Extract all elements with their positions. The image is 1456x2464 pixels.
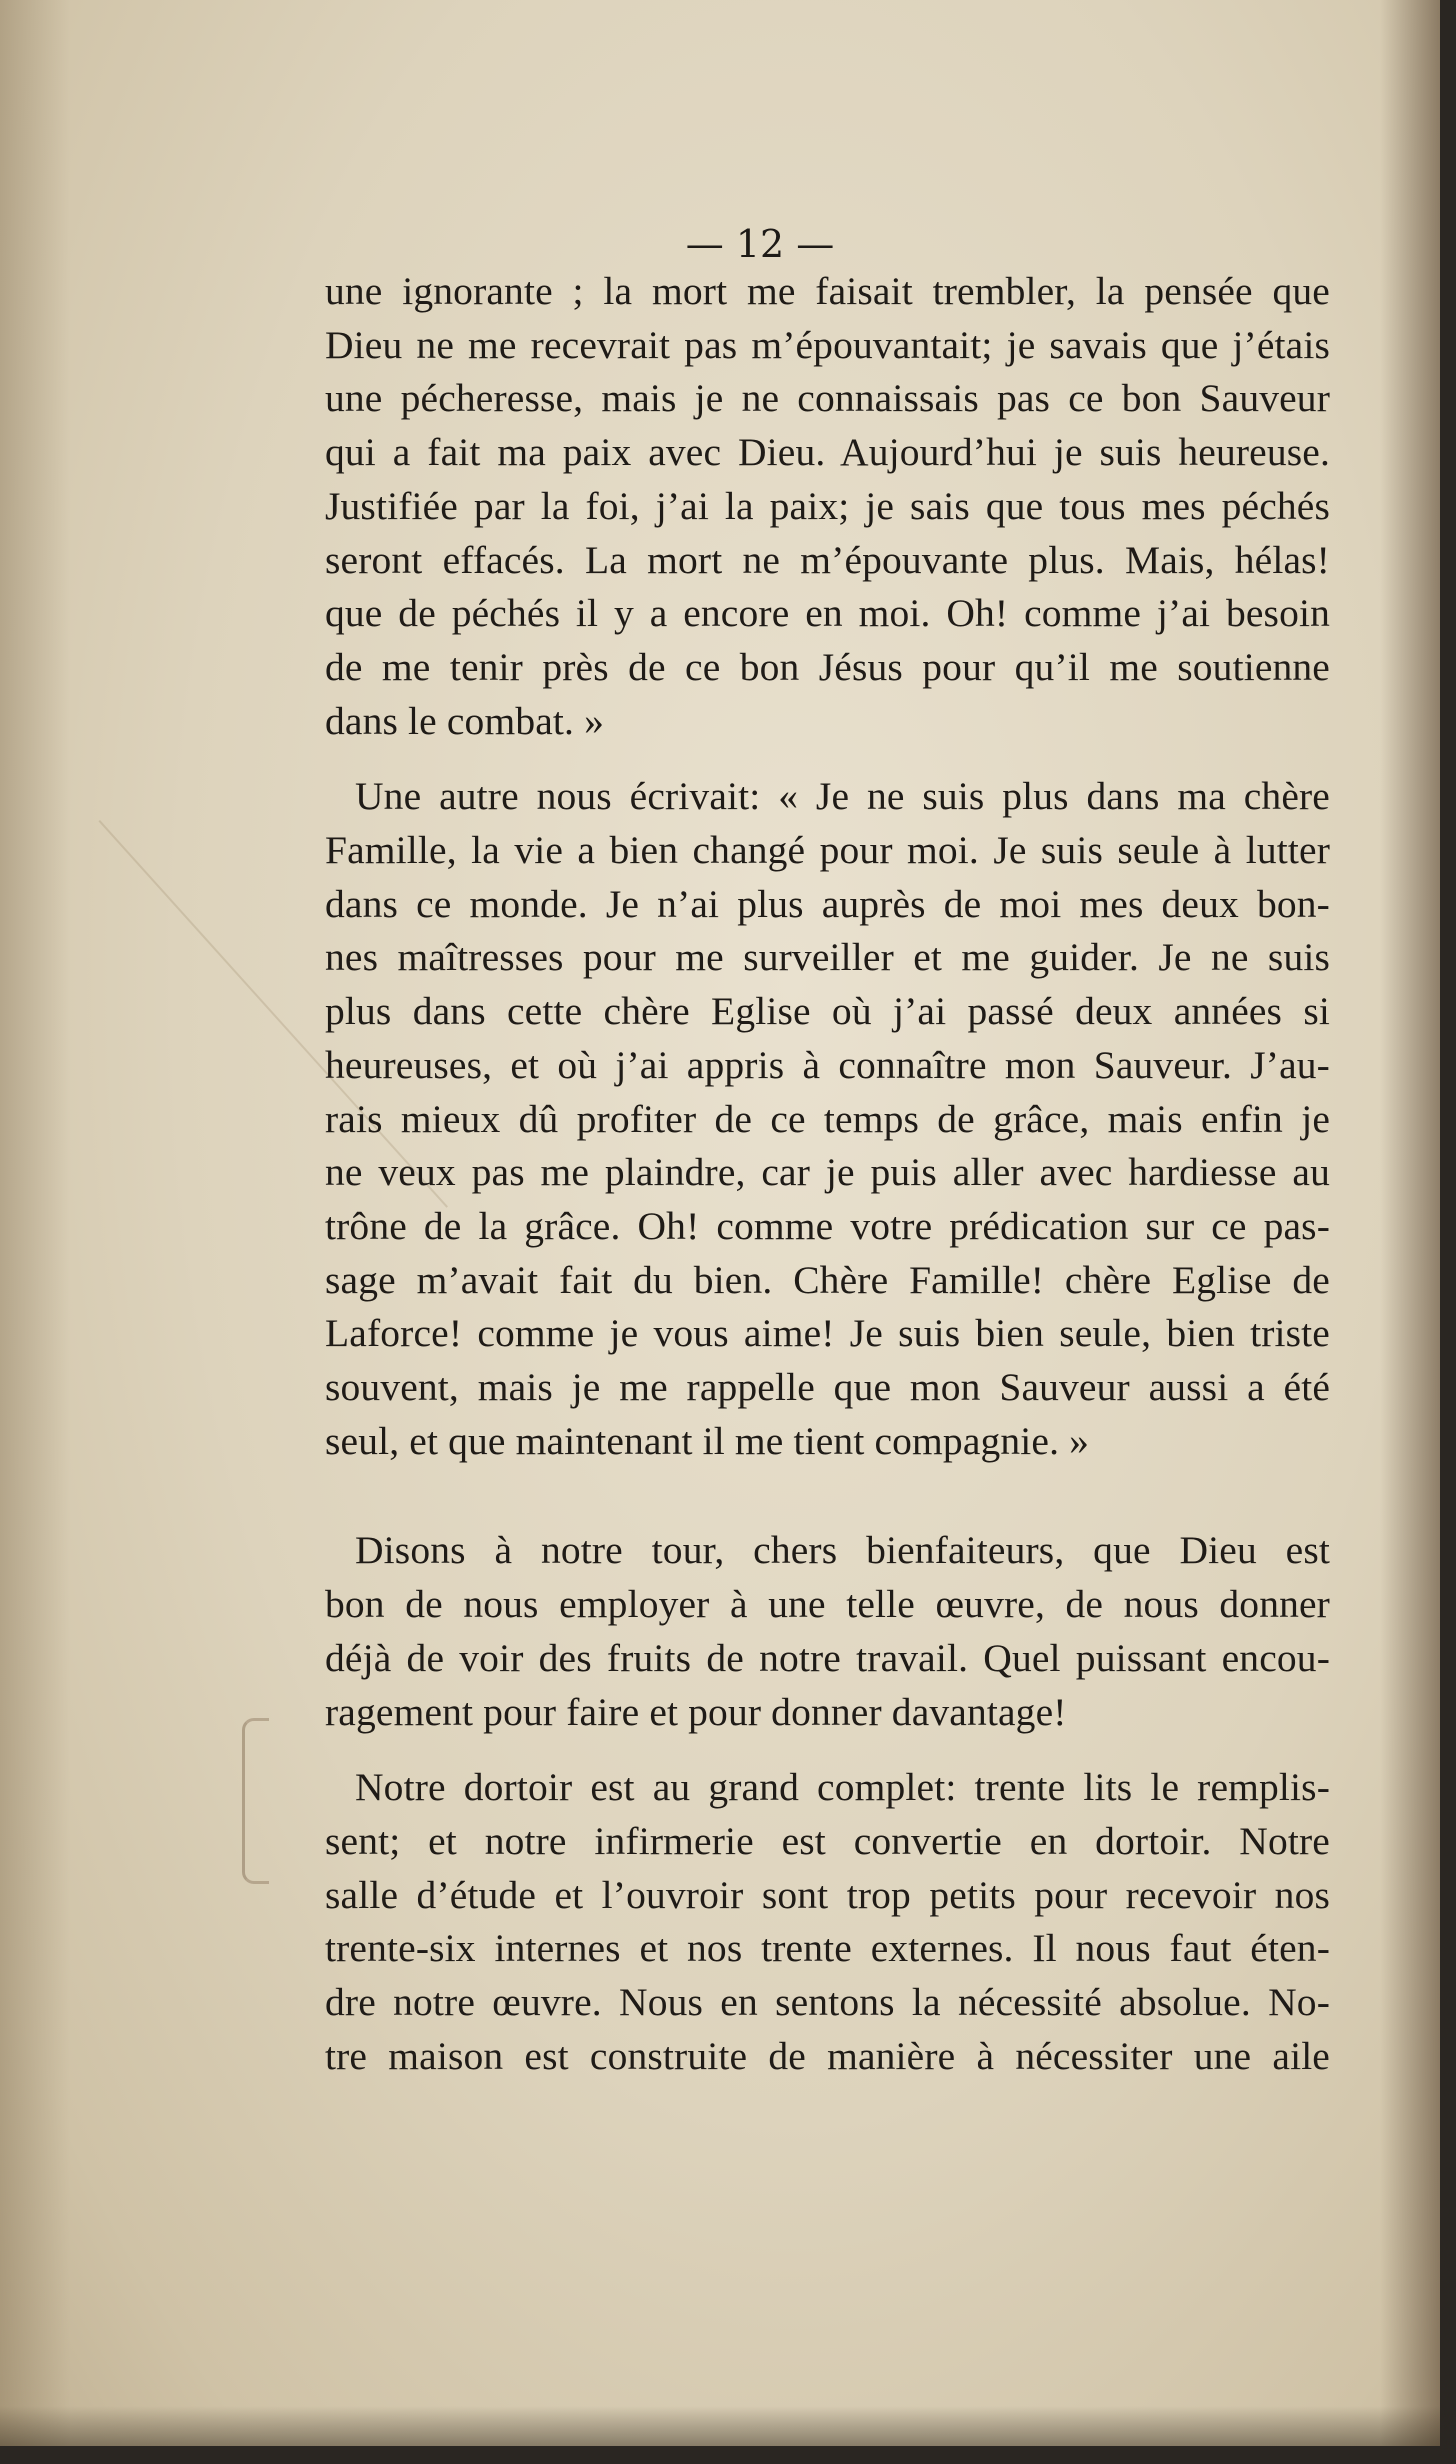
paragraph-1 [325, 265, 1330, 748]
text-line: Famille, la vie a bien changé pour moi. Je suis seule à lutter [325, 828, 1330, 873]
page-edge-right [1380, 0, 1440, 2446]
spine-shadow [0, 0, 70, 2446]
text-line: ne veux pas me plaindre, car je puis aller avec hardiesse au [325, 1150, 1330, 1195]
paragraph-2 [325, 770, 1330, 1468]
text-line: plus dans cette chère Eglise où j’ai passé deux années si [325, 989, 1330, 1034]
text-line: trône de la grâce. Oh! comme votre prédication sur ce pas- [325, 1203, 1330, 1248]
text-line: seul, et que maintenant il me tient compagnie. » [325, 1418, 1090, 1463]
margin-pencil-bracket [242, 1718, 269, 1884]
text-line: de me tenir près de ce bon Jésus pour qu’il me soutienne [325, 644, 1330, 689]
text-line: rais mieux dû profiter de ce temps de grâce, mais enfin je [325, 1096, 1330, 1141]
text-line: sent; et notre infirmerie est convertie en dortoir. Notre [325, 1818, 1330, 1863]
body-text [325, 265, 1330, 2084]
page-number [0, 222, 1440, 266]
text-line: Disons à notre tour, chers bienfaiteurs, que Dieu est [355, 1528, 1330, 1573]
text-line: dre notre œuvre. Nous en sentons la nécessité absolue. No- [325, 1980, 1330, 2025]
text-line: bon de nous employer à une telle œuvre, de nous donner [325, 1582, 1330, 1627]
text-line: dans le combat. » [325, 698, 604, 743]
text-line: Justifiée par la foi, j’ai la paix; je sais que tous mes péchés [325, 483, 1330, 528]
page-edge-bottom [0, 2406, 1440, 2446]
text-line: Dieu ne me recevrait pas m’épouvantait; je savais que j’étais [325, 322, 1330, 367]
text-line: tre maison est construite de manière à nécessiter une aile [325, 2033, 1330, 2078]
text-line: déjà de voir des fruits de notre travail. Quel puissant encou- [325, 1635, 1330, 1680]
text-line: salle d’étude et l’ouvroir sont trop petits pour recevoir nos [325, 1872, 1330, 1917]
text-line: souvent, mais je me rappelle que mon Sauveur aussi a été [325, 1365, 1330, 1410]
text-line: dans ce monde. Je n’ai plus auprès de moi mes deux bon- [325, 881, 1330, 926]
text-line: Notre dortoir est au grand complet: trente lits le remplis- [355, 1765, 1330, 1810]
text-line: heureuses, et où j’ai appris à connaître mon Sauveur. J’au- [325, 1042, 1330, 1087]
paragraph-3 [325, 1524, 1330, 1739]
text-line: sage m’avait fait du bien. Chère Famille! chère Eglise de [325, 1257, 1330, 1302]
text-line: trente-six internes et nos trente externes. Il nous faut éten- [325, 1926, 1330, 1971]
text-line: que de péchés il y a encore en moi. Oh! comme j’ai besoin [325, 591, 1330, 636]
page-number-text: — 12 — [685, 222, 835, 266]
text-line: ragement pour faire et pour donner davantage! [325, 1689, 1067, 1734]
text-line: Laforce! comme je vous aime! Je suis bien seule, bien triste [325, 1311, 1330, 1356]
text-line: nes maîtresses pour me surveiller et me guider. Je ne suis [325, 935, 1330, 980]
text-line: seront effacés. La mort ne m’épouvante plus. Mais, hélas! [325, 537, 1330, 582]
text-line: une pécheresse, mais je ne connaissais pas ce bon Sauveur [325, 376, 1330, 421]
text-line: une ignorante ; la mort me faisait trembler, la pensée que [325, 269, 1330, 313]
text-line: qui a fait ma paix avec Dieu. Aujourd’hui je suis heureuse. [325, 430, 1330, 475]
text-line: Une autre nous écrivait: « Je ne suis plus dans ma chère [355, 774, 1330, 819]
paragraph-4 [325, 1761, 1330, 2083]
